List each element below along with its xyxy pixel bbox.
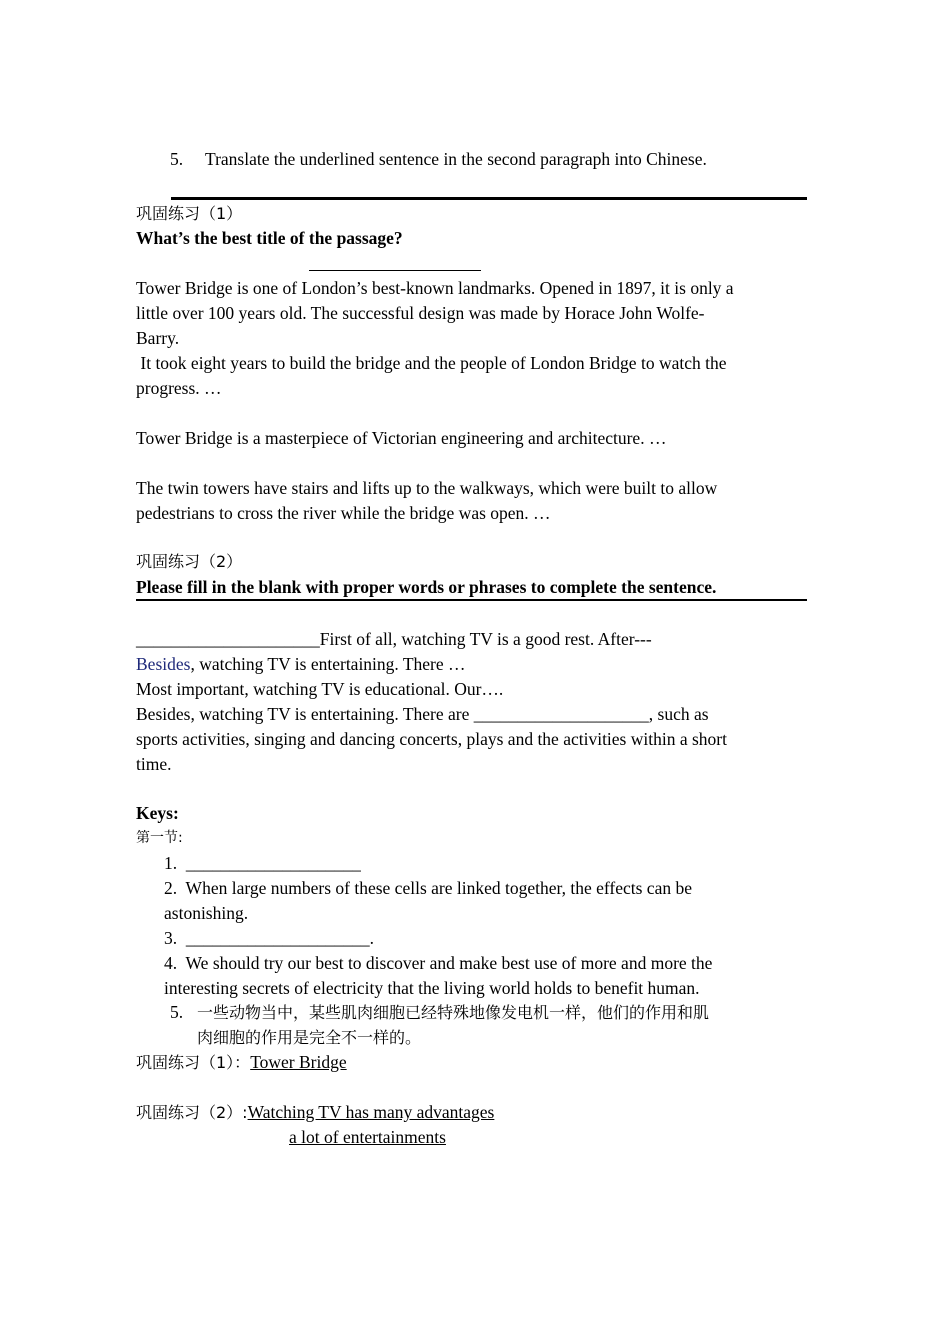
passage-line: The twin towers have stairs and lifts up to the walkways, which were built to allow bbox=[136, 478, 718, 498]
exercise2-line1 bbox=[136, 627, 652, 652]
answer-value: Tower Bridge bbox=[250, 1052, 347, 1072]
answer-label: 巩固练习（1）： bbox=[136, 1053, 251, 1072]
key-item: 一些动物当中，某些肌肉细胞已经特殊地像发电机一样，他们的作用和肌 bbox=[197, 1003, 710, 1022]
title-blank-line bbox=[309, 270, 481, 271]
key-item: 肉细胞的作用是完全不一样的。 bbox=[197, 1028, 422, 1047]
exercise1-question: What’s the best title of the passage? bbox=[136, 228, 403, 248]
exercise2-line2 bbox=[136, 652, 466, 677]
answer-rule bbox=[171, 197, 807, 200]
sentence-text: Besides, watching TV is entertaining. There are bbox=[136, 704, 474, 724]
keys-title: Keys: bbox=[136, 803, 179, 823]
key-item: 2. When large numbers of these cells are linked together, the effects can be bbox=[164, 878, 692, 898]
keys-section: 第一节: bbox=[136, 830, 183, 846]
passage-line: Barry. bbox=[136, 328, 180, 348]
key-item: 4. We should try our best to discover and make best use of more and more the bbox=[164, 953, 713, 973]
answer-value: a lot of entertainments bbox=[289, 1127, 446, 1147]
answer-value: Watching TV has many advantages bbox=[247, 1102, 495, 1122]
sentence-text: First of all, watching TV is a good rest. After--- bbox=[319, 629, 652, 649]
passage-line: Tower Bridge is one of London’s best-known landmarks. Opened in 1897, it is only a bbox=[136, 278, 734, 298]
passage-line: little over 100 years old. The successful design was made by Horace John Wolfe- bbox=[136, 303, 705, 323]
exercise2-line4 bbox=[136, 702, 709, 727]
exercise2-line3: Most important, watching TV is educational. Our…. bbox=[136, 679, 504, 699]
answer-label: 巩固练习（2）: bbox=[136, 1103, 248, 1122]
key-item: 1. ____________________ bbox=[164, 853, 361, 873]
key-item-number: 5. bbox=[170, 1002, 184, 1022]
passage-line: progress. … bbox=[136, 378, 222, 398]
passage-line: It took eight years to build the bridge and the people of London Bridge to watch the bbox=[136, 353, 727, 373]
fill-blank: ____________________ bbox=[473, 704, 649, 724]
passage-line: pedestrians to cross the river while the bridge was open. … bbox=[136, 503, 551, 523]
sentence-text: , watching TV is entertaining. There … bbox=[190, 654, 466, 674]
answer-2 bbox=[136, 1100, 494, 1125]
passage-line: Tower Bridge is a masterpiece of Victorian engineering and architecture. … bbox=[136, 428, 667, 448]
key-item: astonishing. bbox=[164, 903, 249, 923]
q5-text: Translate the underlined sentence in the second paragraph into Chinese. bbox=[205, 149, 707, 169]
q5-number: 5. bbox=[170, 149, 184, 169]
instruction-rule bbox=[136, 599, 807, 601]
exercise2-line5: sports activities, singing and dancing concerts, plays and the activities within a short bbox=[136, 729, 727, 749]
fill-blank: _____________________ bbox=[136, 629, 320, 649]
key-item: 3. _____________________. bbox=[164, 928, 374, 948]
exercise2-instruction: Please fill in the blank with proper words or phrases to complete the sentence. bbox=[136, 577, 717, 597]
exercise2-heading: 巩固练习（2） bbox=[136, 552, 243, 571]
exercise1-heading: 巩固练习（1） bbox=[136, 204, 243, 223]
answer-1 bbox=[136, 1050, 347, 1075]
besides-link[interactable]: Besides bbox=[136, 654, 191, 674]
exercise2-line6: time. bbox=[136, 754, 172, 774]
key-item: interesting secrets of electricity that the living world holds to benefit human. bbox=[164, 978, 700, 998]
sentence-text: , such as bbox=[648, 704, 709, 724]
